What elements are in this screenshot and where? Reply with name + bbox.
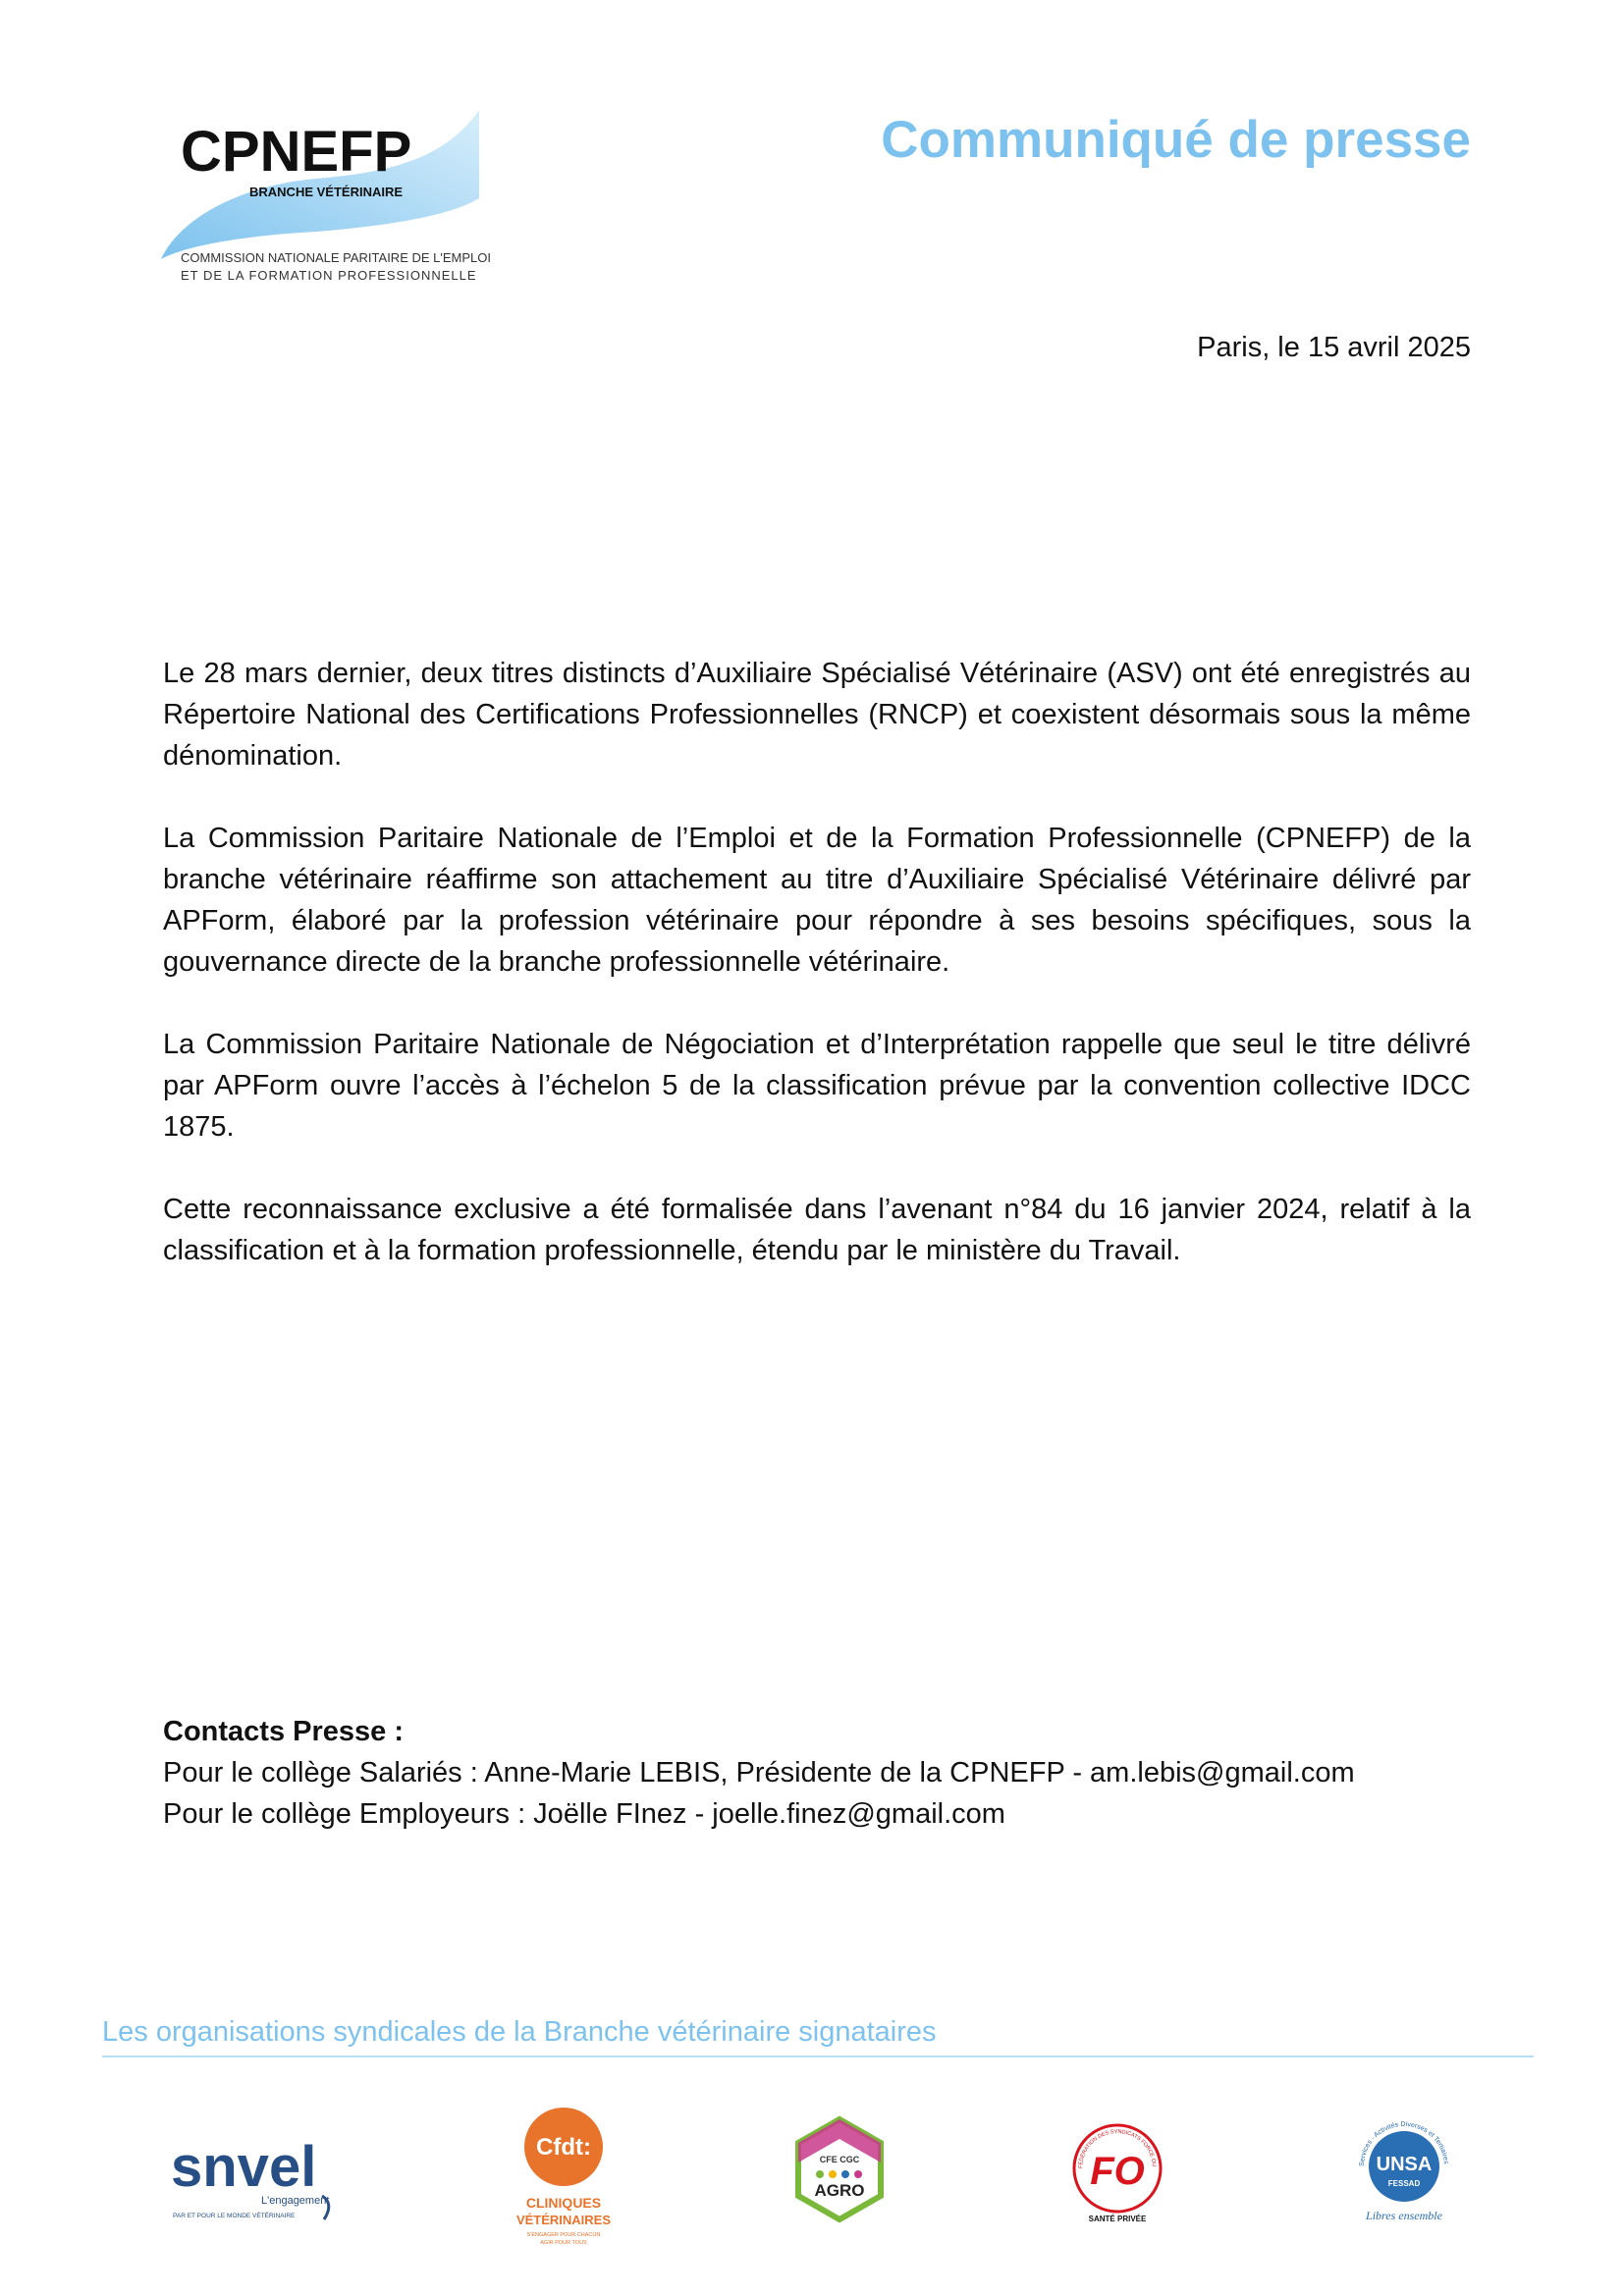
fo-subline: SANTÉ PRIVÉE — [1088, 2215, 1147, 2223]
unsa-ring-path: Services · Activités Diverses et Tertiaires — [1358, 2120, 1449, 2167]
snvel-name: snvel — [171, 2135, 317, 2199]
cfdt-line-2: VÉTÉRINAIRES — [515, 2213, 612, 2227]
contacts-heading: Contacts Presse : — [163, 1716, 404, 1747]
unsa-motto: Libres ensemble — [1366, 2209, 1442, 2222]
cfdt-name: Cfdt: — [536, 2134, 591, 2161]
press-release-body — [163, 653, 1471, 1312]
snvel-subline: PAR ET POUR LE MONDE VÉTÉRINAIRE — [173, 2213, 296, 2219]
fo-ring-path: FÉDÉRATION DES SYNDICATS FORCE OU — [1077, 2128, 1158, 2169]
paragraph-4: Cette reconnaissance exclusive a été formalisée dans l’avenant n°84 du 16 janvier 2024, relatif à la classification et à la formation professionnelle, étendu par le ministère du Travail. — [163, 1194, 1471, 1266]
cfdt-line-4: AGIR POUR TOUS — [540, 2240, 587, 2246]
paragraph-3: La Commission Paritaire Nationale de Négociation et d’Interprétation rappelle que seul le titre délivré par APForm ouvre l’accès à l’échelon 5 de la classification prévue par la convention collective IDCC 1875. — [163, 1029, 1471, 1143]
agro-dot-3 — [841, 2170, 849, 2178]
agro-dot-1 — [816, 2170, 824, 2178]
page-title: Communiqué de presse — [881, 111, 1471, 169]
signatories-title: Les organisations syndicales de la Branche vétérinaire signataires — [102, 2016, 937, 2048]
agro-dot-4 — [854, 2170, 862, 2178]
agro-name: AGRO — [814, 2181, 865, 2200]
unsa-sub: FESSAD — [1387, 2179, 1421, 2188]
contact-employers: Pour le collège Employeurs : Joëlle FInez - joelle.finez@gmail.com — [163, 1798, 1005, 1830]
logo-line-2: ET DE LA FORMATION PROFESSIONNELLE — [181, 268, 477, 283]
fo-name: FO — [1090, 2150, 1145, 2193]
date-line: Paris, le 15 avril 2025 — [1197, 332, 1471, 363]
cfdt-logo — [514, 2106, 613, 2253]
paragraph-1: Le 28 mars dernier, deux titres distincts d’Auxiliaire Spécialisé Vétérinaire (ASV) ont été enregistrés au Répertoire National des Certifications Professionnelles (RNCP) et coexistent désormais sous la même dénomination. — [163, 658, 1471, 772]
unsa-fessad-logo — [1350, 2106, 1458, 2243]
logo-line-1: COMMISSION NATIONALE PARITAIRE DE L'EMPLOI — [181, 250, 491, 265]
contact-employees: Pour le collège Salariés : Anne-Marie LEBIS, Présidente de la CPNEFP - am.lebis@gmail.com — [163, 1757, 1355, 1789]
fo-logo — [1068, 2106, 1166, 2243]
footer-divider — [102, 2056, 1534, 2057]
unsa-name: UNSA — [1376, 2154, 1433, 2175]
cfdt-line-3: S'ENGAGER POUR CHACUN — [526, 2232, 601, 2238]
cfdt-line-1: CLINIQUES — [525, 2195, 602, 2211]
snvel-logo — [167, 2106, 344, 2243]
cfe-cgc-agro-logo — [790, 2106, 889, 2243]
agro-top-text: CFE CGC — [819, 2155, 860, 2164]
agro-dot-2 — [829, 2170, 837, 2178]
snvel-tagline: L'engagement — [261, 2195, 330, 2207]
paragraph-2: La Commission Paritaire Nationale de l’Emploi et de la Formation Professionnelle (CPNEFP) de la branche vétérinaire réaffirme son attachement au titre d’Auxiliaire Spécialisé Vétérinaire délivré par APForm, élaboré par la profession vétérinaire pour répondre à ses besoins spécifiques, sous la gouvernance directe de la branche professionnelle vétérinaire. — [163, 823, 1471, 978]
logo-sub-text: BRANCHE VÉTÉRINAIRE — [249, 185, 404, 199]
cpnefp-logo — [159, 102, 493, 298]
logo-main-text: CPNEFP — [181, 120, 412, 184]
press-contacts — [163, 1711, 1471, 1835]
